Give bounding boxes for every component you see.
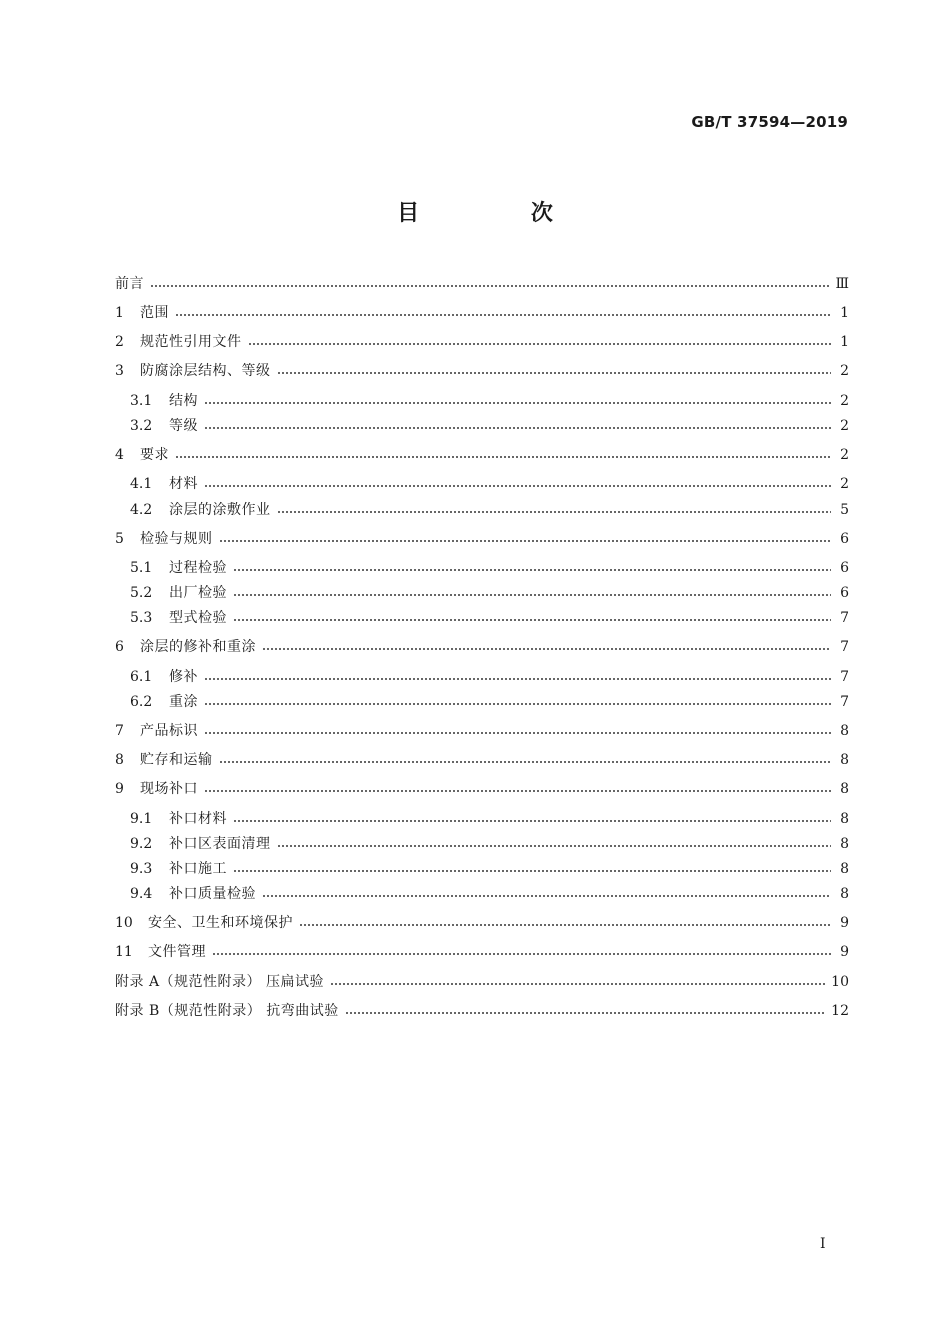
toc-entry-label: 涂层的修补和重涂: [140, 639, 256, 655]
toc-entry-page: 8: [840, 781, 849, 797]
toc-dot-leader: [233, 594, 831, 596]
toc-entry-page: 8: [840, 886, 849, 902]
toc-entry[interactable]: [130, 500, 849, 520]
toc-entry-page: 7: [840, 610, 849, 626]
toc-entry-number: 3: [115, 363, 124, 379]
toc-dot-leader: [330, 983, 825, 985]
toc-entry-page: 5: [840, 502, 849, 518]
toc-entry-page: 8: [840, 723, 849, 739]
toc-entry[interactable]: [130, 809, 849, 829]
toc-entry-label: 文件管理: [148, 944, 206, 960]
toc-entry-page: 7: [840, 669, 849, 685]
toc-entry-number: 1: [115, 305, 124, 321]
toc-entry-label: 前言: [115, 276, 144, 292]
toc-entry-label: 等级: [169, 418, 198, 434]
toc-dot-leader: [233, 820, 831, 822]
toc-entry[interactable]: [115, 750, 849, 770]
toc-entry-page: 2: [840, 363, 849, 379]
toc-entry[interactable]: [130, 583, 849, 603]
toc-entry-label: 材料: [169, 476, 198, 492]
toc-entry[interactable]: [115, 913, 849, 933]
toc-dot-leader: [219, 761, 832, 763]
toc-entry[interactable]: [115, 303, 849, 323]
toc-entry-page: 2: [840, 418, 849, 434]
toc-entry[interactable]: [130, 859, 849, 879]
toc-entry-page: 1: [840, 305, 849, 321]
standard-code: GB/T 37594—2019: [691, 113, 848, 131]
toc-entry-page: 2: [840, 476, 849, 492]
toc-dot-leader: [204, 427, 831, 429]
toc-dot-leader: [219, 540, 832, 542]
toc-entry[interactable]: [130, 667, 849, 687]
toc-dot-leader: [204, 485, 831, 487]
toc-entry[interactable]: [115, 721, 849, 741]
toc-entry[interactable]: [115, 637, 849, 657]
toc-entry[interactable]: [130, 558, 849, 578]
toc-title: 目 次: [397, 201, 605, 226]
toc-dot-leader: [345, 1012, 825, 1014]
toc-entry-label: 防腐涂层结构、等级: [140, 363, 271, 379]
toc-dot-leader: [204, 678, 831, 680]
toc-entry-label: 规范性引用文件: [140, 334, 242, 350]
toc-entry-page: 7: [840, 639, 849, 655]
toc-entry-page: 1: [840, 334, 849, 350]
toc-entry-label: 重涂: [169, 694, 198, 710]
toc-entry-number: 4.1: [130, 476, 153, 492]
toc-entry[interactable]: [115, 1001, 849, 1021]
toc-entry-number: 5: [115, 531, 124, 547]
toc-dot-leader: [277, 511, 832, 513]
toc-entry-label: 出厂检验: [169, 585, 227, 601]
toc-entry-label: 型式检验: [169, 610, 227, 626]
toc-entry-page: 2: [840, 447, 849, 463]
toc-entry-label: 修补: [169, 669, 198, 685]
toc-entry-label: 补口施工: [169, 861, 227, 877]
toc-dot-leader: [233, 569, 831, 571]
toc-entry-number: 9.3: [130, 861, 153, 877]
toc-entry-number: 5.3: [130, 610, 153, 626]
toc-entry-page: 10: [831, 974, 849, 990]
toc-dot-leader: [233, 870, 831, 872]
toc-dot-leader: [175, 314, 831, 316]
toc-entry-number: 6.2: [130, 694, 153, 710]
toc-entry-label: 涂层的涂敷作业: [169, 502, 271, 518]
toc-entry-page: 6: [840, 585, 849, 601]
toc-entry[interactable]: [115, 972, 849, 992]
toc-entry-number: 4.2: [130, 502, 153, 518]
toc-entry[interactable]: [130, 884, 849, 904]
toc-entry-label: 补口材料: [169, 811, 227, 827]
toc-entry[interactable]: [115, 529, 849, 549]
toc-entry-label: 附录 A（规范性附录） 压扁试验: [115, 974, 325, 990]
toc-entry-label: 要求: [140, 447, 169, 463]
toc-dot-leader: [262, 895, 831, 897]
toc-entry-page: 12: [831, 1003, 849, 1019]
toc-entry-number: 8: [115, 752, 124, 768]
toc-entry-number: 7: [115, 723, 124, 739]
toc-entry-page: 9: [840, 915, 849, 931]
toc-dot-leader: [204, 402, 831, 404]
toc-dot-leader: [212, 953, 831, 955]
toc-entry-page: 8: [840, 811, 849, 827]
toc-entry-label: 附录 B（规范性附录） 抗弯曲试验: [115, 1003, 339, 1019]
toc-entry-page: 7: [840, 694, 849, 710]
toc-dot-leader: [277, 372, 832, 374]
toc-entry-page: 6: [840, 560, 849, 576]
toc-entry[interactable]: [115, 361, 849, 381]
toc-dot-leader: [233, 619, 831, 621]
toc-dot-leader: [150, 285, 829, 287]
toc-entry-page: 6: [840, 531, 849, 547]
toc-dot-leader: [262, 648, 831, 650]
toc-entry-number: 9.2: [130, 836, 153, 852]
toc-entry[interactable]: [130, 692, 849, 712]
toc-dot-leader: [277, 845, 832, 847]
toc-entry-label: 过程检验: [169, 560, 227, 576]
toc-entry-number: 10: [115, 915, 133, 931]
toc-entry-page: 8: [840, 836, 849, 852]
toc-entry-label: 补口区表面清理: [169, 836, 271, 852]
toc-entry-label: 范围: [140, 305, 169, 321]
toc-entry[interactable]: [130, 391, 849, 411]
toc-entry-number: 11: [115, 944, 133, 960]
toc-dot-leader: [204, 732, 831, 734]
page-number: I: [820, 1236, 826, 1252]
toc-entry-label: 贮存和运输: [140, 752, 213, 768]
toc-entry[interactable]: [130, 834, 849, 854]
toc-entry-label: 检验与规则: [140, 531, 213, 547]
toc-entry-number: 9: [115, 781, 124, 797]
toc-entry-number: 9.1: [130, 811, 153, 827]
toc-dot-leader: [204, 703, 831, 705]
toc-entry-page: 8: [840, 752, 849, 768]
toc-entry-label: 现场补口: [140, 781, 198, 797]
toc-entry-number: 9.4: [130, 886, 153, 902]
toc-entry[interactable]: [115, 274, 849, 294]
toc-entry-number: 3.2: [130, 418, 153, 434]
toc-entry-page: 2: [840, 393, 849, 409]
toc-dot-leader: [299, 924, 831, 926]
toc-entry-number: 2: [115, 334, 124, 350]
toc-entry-number: 6.1: [130, 669, 153, 685]
toc-entry-number: 3.1: [130, 393, 153, 409]
toc-entry-number: 5.2: [130, 585, 153, 601]
toc-entry[interactable]: [130, 474, 849, 494]
toc-entry-label: 产品标识: [140, 723, 198, 739]
toc-entry-page: 9: [840, 944, 849, 960]
toc-entry-page: 8: [840, 861, 849, 877]
toc-entry-label: 补口质量检验: [169, 886, 256, 902]
toc-entry-page: Ⅲ: [835, 276, 849, 292]
toc-entry[interactable]: [115, 332, 849, 352]
toc-entry-label: 安全、卫生和环境保护: [148, 915, 293, 931]
toc-dot-leader: [175, 456, 831, 458]
toc-entry[interactable]: [115, 942, 849, 962]
toc-dot-leader: [248, 343, 832, 345]
toc-entry[interactable]: [130, 608, 849, 628]
toc-entry-label: 结构: [169, 393, 198, 409]
toc-entry-number: 5.1: [130, 560, 153, 576]
toc-entry-number: 6: [115, 639, 124, 655]
toc-entry[interactable]: [115, 445, 849, 465]
toc-entry[interactable]: [130, 416, 849, 436]
toc-entry[interactable]: [115, 779, 849, 799]
toc-dot-leader: [204, 790, 831, 792]
toc-entry-number: 4: [115, 447, 124, 463]
